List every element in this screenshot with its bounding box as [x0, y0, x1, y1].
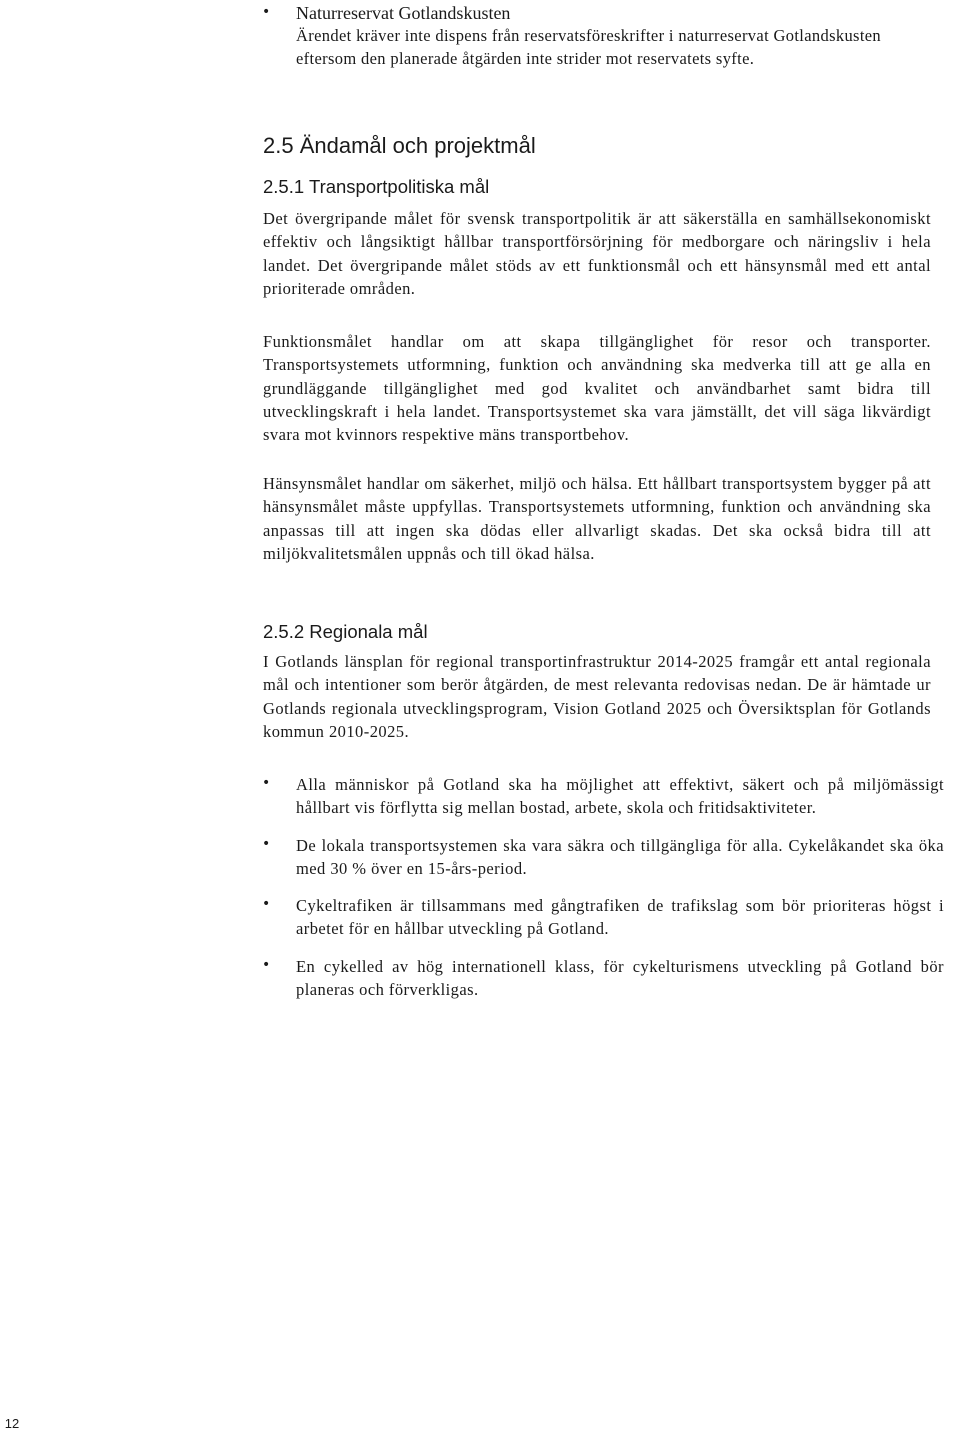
list-item [262, 955, 952, 1002]
regional-goals-list [262, 773, 952, 1015]
bullet-icon: • [262, 4, 271, 20]
paragraph-overall-goal: Det övergripande målet för svensk transportpolitik är att säkerställa en samhällsekonomiskt effektiv och långsiktigt hållbar transportförsörjning för medborgare och näringsliv i hela landet. Det övergripande målet stöds av ett funktionsmål och ett hänsynsmål med ett antal prioriterade områden. [263, 209, 931, 298]
bullet-icon: • [262, 835, 271, 852]
reserve-description: Ärendet kräver inte dispens från reservatsföreskrifter i naturreservat Gotlandskusten eftersom den planerade åtgärden inte strider mot reservatets syfte. [296, 26, 882, 68]
goal-text: Cykeltrafiken är tillsammans med gångtrafiken de trafikslag som bör prioriteras högst i arbetet för en hållbar utveckling på Gotland. [296, 896, 944, 939]
goal-text: Alla människor på Gotland ska ha möjlighet att effektivt, säkert och på miljömässigt hållbart vis förflytta sig mellan bostad, arbete, skola och fritidsaktiviteter. [296, 775, 944, 818]
list-item [262, 2, 942, 70]
bullet-icon: • [262, 775, 271, 791]
list-item [262, 773, 952, 820]
paragraph-consideration-goal: Hänsynsmålet handlar om säkerhet, miljö och hälsa. Ett hållbart transportsystem bygger på att hänsynsmålet måste uppfyllas. Transportsystemets utformning, funktion och användning ska anpassas till att ingen ska dödas eller allvarligt skadas. Det ska också bidra till att miljökvalitetsmålen uppnås och till ökad hälsa. [263, 474, 931, 563]
bullet-icon: • [262, 896, 271, 913]
section-heading: 2.5 Ändamål och projektmål [263, 133, 536, 158]
subsection-heading-transportpolitiska: 2.5.1 Transportpolitiska mål [263, 176, 490, 197]
reserve-title: Naturreservat Gotlandskusten [296, 3, 511, 23]
paragraph-function-goal: Funktionsmålet handlar om att skapa tillgänglighet för resor och transporter. Transportsystemets utformning, funktion och användning ska medverka till att ge alla en grundläggande tillgänglighet med god kvalitet och användbarhet samt bidra till utvecklingskraft i hela landet. Transportsystemet ska vara jämställt, det vill säga likvärdigt svara mot kvinnors respektive mäns transportbehov. [263, 332, 931, 445]
goal-text: En cykelled av hög internationell klass, för cykelturismens utveckling på Gotland bör planeras och förverkligas. [296, 956, 944, 1000]
paragraph-regional-goals: I Gotlands länsplan för regional transportinfrastruktur 2014-2025 framgår ett antal regionala mål och intentioner som berör åtgärden, de mest relevanta redovisas nedan. De är hämtade ur Gotlands regionala utvecklingsprogram, Vision Gotland 2025 och Översiktsplan för Gotlands kommun 2010-2025. [263, 652, 931, 741]
reserve-bullet-list [262, 2, 942, 70]
list-item [262, 834, 952, 881]
goal-text: De lokala transportsystemen ska vara säkra och tillgängliga för alla. Cykelåkandet ska öka med 30 % över en 15-års-period. [296, 835, 944, 878]
page-number: 12 [4, 1416, 20, 1431]
subsection-heading-regionala: 2.5.2 Regionala mål [263, 621, 428, 642]
list-item [262, 894, 952, 941]
bullet-icon: • [262, 956, 271, 973]
